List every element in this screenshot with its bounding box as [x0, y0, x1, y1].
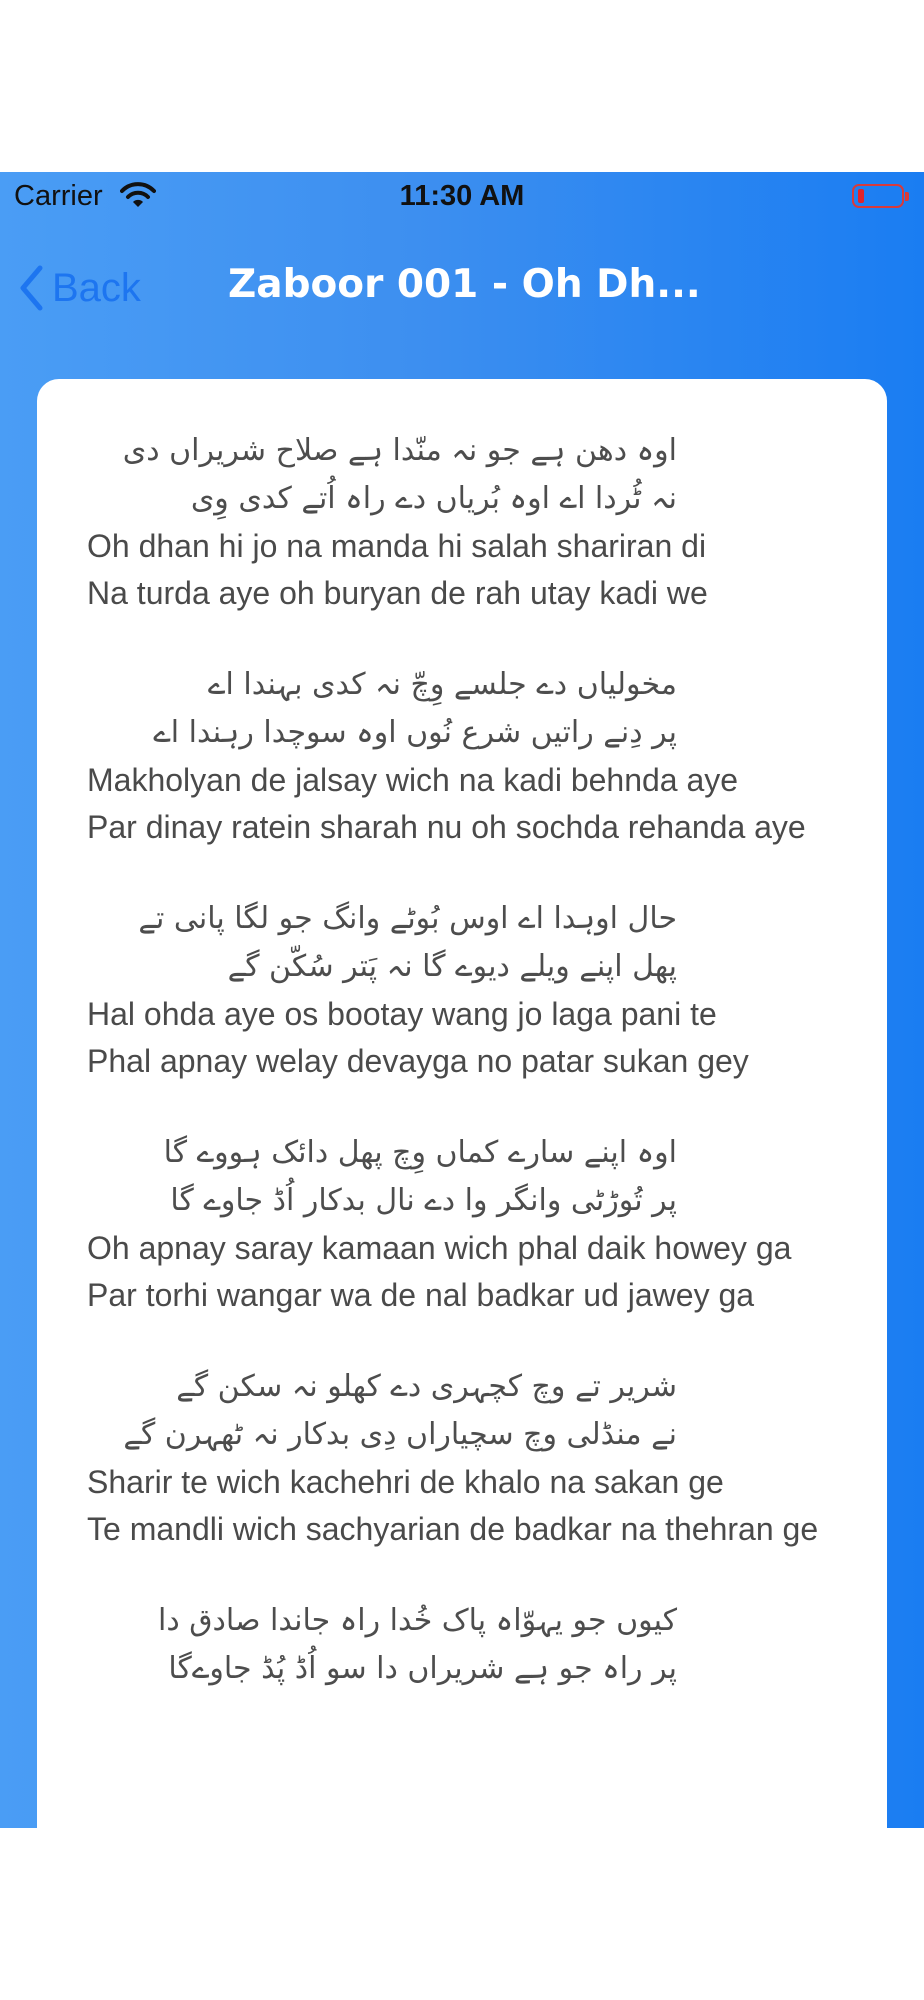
- back-label: Back: [52, 265, 141, 310]
- roman-line: Oh apnay saray kamaan wich phal daik howey ga: [87, 1230, 792, 1266]
- urdu-line: پھل اپنے ویلے دیوے گا نہ پَتر سُکّن گے: [227, 949, 677, 984]
- stanza: [87, 1363, 877, 1553]
- navigation-bar: [0, 232, 924, 332]
- urdu-line: پر راہ جو ہے شریراں دا سو اُڈ پُڈ جاوےگا: [168, 1651, 677, 1686]
- status-bar: [0, 172, 924, 224]
- roman-line: Par dinay ratein sharah nu oh sochda rehanda aye: [87, 809, 806, 845]
- urdu-line: اوہ اپنے سارے کماں وِچ پھل دائک ہووے گا: [163, 1135, 677, 1170]
- stanza: [87, 661, 877, 851]
- urdu-line: حال اوہدا اے اوس بُوٹے وانگ جو لگا پانی تے: [138, 901, 677, 936]
- urdu-line: مخولیاں دے جلسے وِچّ نہ کدی بہندا اے: [207, 667, 677, 702]
- roman-line: Hal ohda aye os bootay wang jo laga pani te: [87, 996, 717, 1032]
- urdu-line: کیوں جو یہوّاہ پاک خُدا راہ جاندا صادق دا: [158, 1603, 677, 1638]
- roman-line: Sharir te wich kachehri de khalo na sakan ge: [87, 1464, 724, 1500]
- page-title: Zaboor 001 - Oh Dh...: [228, 262, 701, 307]
- roman-line: Makholyan de jalsay wich na kadi behnda aye: [87, 762, 739, 798]
- stanza: [87, 1129, 877, 1319]
- stanza: [87, 1597, 877, 1693]
- roman-line: Na turda aye oh buryan de rah utay kadi we: [87, 575, 708, 611]
- carrier-label: Carrier: [14, 180, 103, 212]
- urdu-line: پر تُوڑٹی وانگر وا دے نال بدکار اُڈ جاوے گا: [170, 1183, 677, 1218]
- urdu-line: نہ ٹُردا اے اوہ بُریاں دے راہ اُتے کدی وِی: [190, 481, 677, 516]
- content-card: [37, 379, 887, 1828]
- roman-line: Par torhi wangar wa de nal badkar ud jawey ga: [87, 1277, 755, 1313]
- chevron-left-icon: [18, 264, 44, 312]
- roman-line: Phal apnay welay devayga no patar sukan gey: [87, 1043, 749, 1079]
- urdu-line: شریر تے وچ کچہری دے کھلو نہ سکن گے: [176, 1369, 677, 1404]
- battery-icon: [852, 184, 904, 208]
- stanza: [87, 895, 877, 1085]
- urdu-line: پر دِنے راتیں شرع نُوں اوہ سوچدا رہندا اے: [153, 715, 677, 750]
- stanza-list: [87, 427, 877, 1737]
- phone-screen: [0, 172, 924, 1828]
- back-button[interactable]: [18, 260, 141, 316]
- status-time: 11:30 AM: [399, 180, 525, 212]
- urdu-line: اوہ دھن ہے جو نہ منّدا ہے صلاح شریراں دی: [122, 433, 677, 468]
- urdu-line: نے منڈلی وچ سچیاراں دِی بدکار نہ ٹھہرن گے: [123, 1417, 677, 1452]
- roman-line: Oh dhan hi jo na manda hi salah shariran di: [87, 528, 707, 564]
- roman-line: Te mandli wich sachyarian de badkar na thehran ge: [87, 1511, 819, 1547]
- stanza: [87, 427, 877, 617]
